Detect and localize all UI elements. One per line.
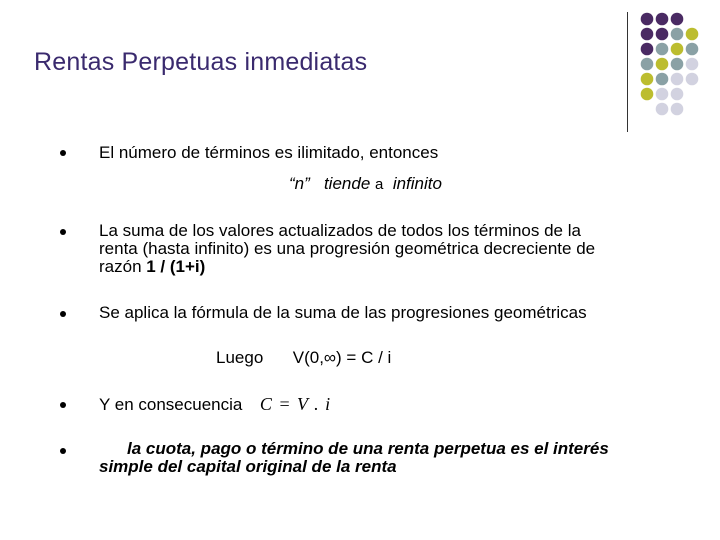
bullet-marker [60,229,66,235]
decorative-dot [671,103,684,116]
decorative-dot [656,28,669,41]
bullet-2-line-1: La suma de los valores actualizados de todos los términos de la [99,221,581,240]
decorative-dot [641,43,654,56]
tiende-word: tiende [323,174,371,193]
decorative-dot [656,13,669,26]
cuota-formula: C = V . i [259,394,331,414]
infinite-statement [289,175,649,194]
bullet-marker [60,448,66,454]
bullet-text-5 [99,440,679,476]
decorative-dot [686,73,699,86]
decorative-dot [671,58,684,71]
bullet-2-line-3 [99,258,679,276]
decorative-dot [686,58,699,71]
decorative-dot [656,43,669,56]
decorative-dot [641,58,654,71]
bullet-2-line-2: renta (hasta infinito) es una progresión geométrica decreciente de [99,239,596,258]
decorative-dot-grid [640,12,720,122]
bullet-5-line-1: la cuota, pago o término de una renta perpetua es el interés [127,439,609,458]
decorative-dot [656,103,669,116]
luego-statement [216,349,516,367]
bullet-text-4 [99,395,679,414]
decorative-dot [686,28,699,41]
decorative-dot [656,88,669,101]
bullet-marker [60,311,66,317]
decorative-dot [671,88,684,101]
ratio-prefix: razón [99,257,147,276]
decorative-dot [671,73,684,86]
bullet-text-1: El número de términos es ilimitado, entonces [99,143,439,162]
decorative-dot [686,43,699,56]
bullet-marker [60,402,66,408]
decorative-dot [641,13,654,26]
decorative-dot [671,43,684,56]
ratio-value: 1 / (1+i) [146,257,206,276]
decorative-divider [627,12,628,132]
a-word: a [375,176,384,193]
perpetuity-formula: V(0,∞) = C / i [292,348,392,367]
decorative-dot [641,28,654,41]
luego-word: Luego [216,348,264,367]
bullet-marker [60,150,66,156]
bullet-text-3: Se aplica la fórmula de la suma de las progresiones geométricas [99,303,587,322]
decorative-dot [656,73,669,86]
decorative-dot [656,58,669,71]
decorative-dot [641,88,654,101]
decorative-dot [641,73,654,86]
decorative-dot [671,28,684,41]
decorative-dot [671,13,684,26]
slide-title: Rentas Perpetuas inmediatas [34,48,368,76]
n-symbol: “n” [289,174,310,193]
bullet-text-2 [99,222,679,276]
bullet-5-line-2: simple del capital original de la renta [99,457,397,476]
infinito-word: infinito [392,174,442,193]
consecuencia-text: Y en consecuencia [99,395,243,414]
